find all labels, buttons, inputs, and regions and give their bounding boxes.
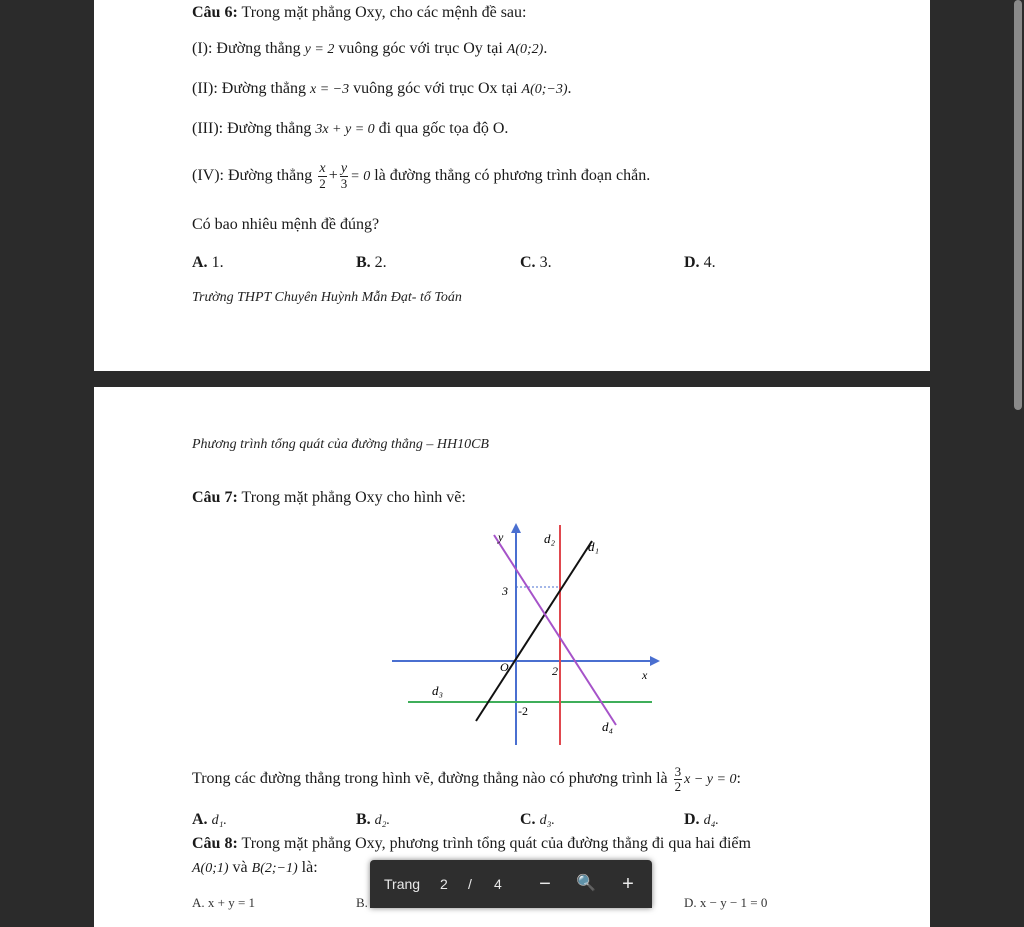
- x-axis-arrow: [650, 656, 660, 666]
- q7-heading: Câu 7: Trong mặt phẳng Oxy cho hình vẽ:: [192, 489, 466, 506]
- topic-header: Phương trình tổng quát của đường thẳng – HH10CB: [192, 437, 489, 452]
- y-axis-arrow: [511, 523, 521, 533]
- statement-3: (III): Đường thẳng 3x + y = 0 đi qua gốc tọa độ O.: [192, 120, 509, 137]
- q7-option-b: B. d₂.: [356, 811, 391, 828]
- total-pages: 4: [494, 876, 502, 892]
- tick-2-label: 2: [552, 664, 558, 678]
- q6-option-d: D. 4.: [684, 254, 716, 271]
- q8-option-b-partial: B.: [356, 895, 368, 910]
- q7-option-c: C. d₃.: [520, 811, 555, 828]
- y-axis-label: y: [498, 530, 504, 544]
- page-separator: /: [468, 876, 472, 892]
- q7-option-a: A. d₁.: [192, 811, 227, 828]
- q6-question: Có bao nhiêu mệnh đề đúng?: [192, 216, 380, 233]
- q8-option-d-partial: D. x − y − 1 = 0: [684, 895, 768, 910]
- q6-heading: Câu 6: Trong mặt phẳng Oxy, cho các mệnh đề sau:: [192, 4, 527, 21]
- q6-option-c: C. 3.: [520, 254, 552, 271]
- x-axis-label: x: [642, 668, 648, 682]
- fraction-x-2: $\frac{x}{2}$: [319, 161, 326, 191]
- scrollbar-thumb[interactable]: [1014, 0, 1022, 410]
- tick-3-label: 3: [502, 584, 508, 598]
- fraction-3-2: $\frac{3}{2}$: [674, 764, 682, 794]
- pdf-toolbar: [370, 860, 652, 908]
- pdf-page-1: [94, 0, 930, 371]
- zoom-icon[interactable]: 🔍: [576, 875, 596, 892]
- pdf-page-2: [94, 387, 930, 927]
- tick-minus2-label: -2: [518, 704, 528, 718]
- q7-option-d: D. d₄.: [684, 811, 719, 828]
- d1-label: d₁: [588, 539, 600, 554]
- q8-line-2: A(0;1) và B(2;−1) là:: [192, 859, 318, 876]
- statement-1: (I): Đường thẳng y = 2 vuông góc với trục Oy tại A(0;2).: [192, 40, 548, 57]
- statement-2: (II): Đường thẳng x = −3 vuông góc với trục Ox tại A(0;−3).: [192, 80, 572, 97]
- d2-label: d₂: [544, 531, 556, 546]
- line-d1: [476, 541, 592, 721]
- statement-4: (IV): Đường thẳng $\frac{x}{2}$ + $\frac{y}{3}$ = 0 là đường thẳng có phương trình đoạn chắn.: [192, 161, 651, 191]
- d3-label: d₃: [432, 683, 444, 698]
- origin-label: O: [500, 660, 509, 674]
- current-page-input[interactable]: 2: [440, 876, 448, 892]
- q6-option-a: A. 1.: [192, 254, 224, 271]
- q8-heading: Câu 8: Trong mặt phẳng Oxy, phương trình tổng quát của đường thẳng đi qua hai điểm: [192, 835, 751, 852]
- q8-option-a-partial: A. x + y = 1: [192, 895, 256, 910]
- page-word: Trang: [384, 876, 421, 892]
- q7-prompt: Trong các đường thẳng trong hình vẽ, đường thẳng nào có phương trình là $\frac{3}{2}$ x − y = 0:: [192, 764, 741, 794]
- q6-option-b: B. 2.: [356, 254, 387, 271]
- coordinate-graph: [94, 515, 930, 755]
- zoom-out-button[interactable]: −: [539, 873, 551, 895]
- school-footer: Trường THPT Chuyên Huỳnh Mẫn Đạt- tổ Toán: [192, 290, 462, 305]
- line-d4: [494, 535, 616, 725]
- d4-label: d₄: [602, 719, 614, 734]
- vertical-scrollbar[interactable]: [1012, 0, 1024, 908]
- fraction-y-3: $\frac{y}{3}$: [340, 161, 348, 191]
- zoom-in-button[interactable]: +: [622, 873, 634, 895]
